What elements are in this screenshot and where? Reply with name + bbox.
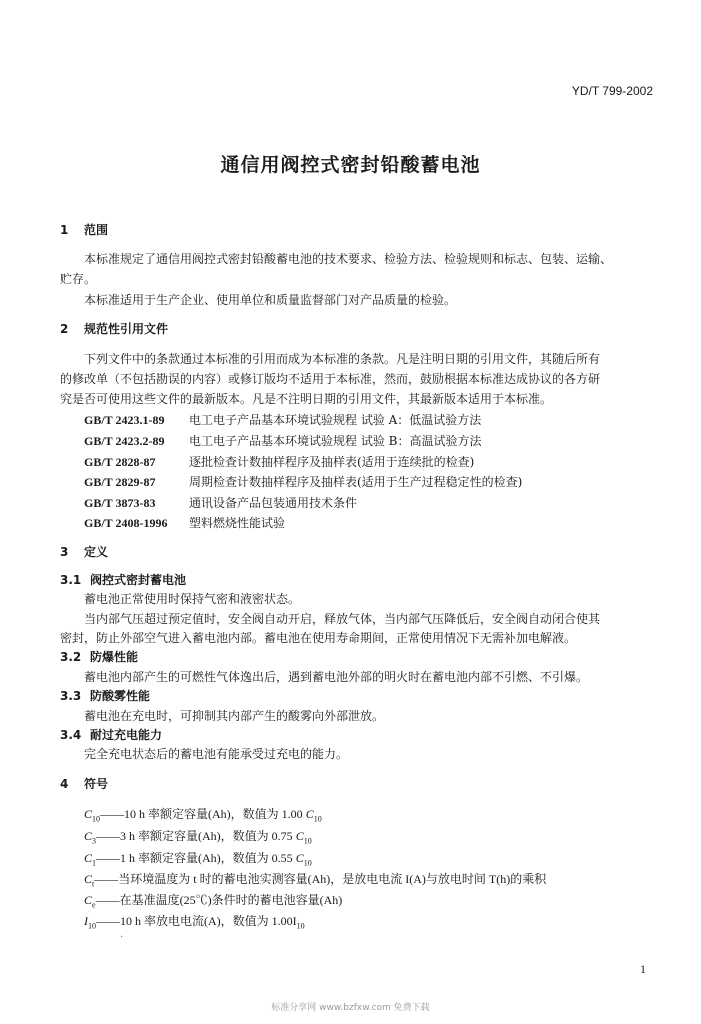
definition-3-2-heading: 3.2 防爆性能 bbox=[60, 650, 139, 664]
section-1-line: 贮存。 bbox=[60, 272, 97, 286]
section-2-heading: 2 规范性引用文件 bbox=[60, 322, 169, 336]
reference-item: GB/T 2408-1996 塑料燃烧性能试验 bbox=[84, 516, 286, 530]
symbol-item: $C_3——3$ h 率额定容量(Ah)，数值为 0.75 $C_{10}$ bbox=[84, 829, 312, 846]
definition-line: 密封，防止外部空气进入蓄电池内部。蓄电池在使用寿命期间，正常使用情况下无需补加电解液。 bbox=[60, 631, 577, 645]
document-code: YD/T 799-2002 bbox=[571, 84, 653, 98]
reference-item: GB/T 2423.2-89 电工电子产品基本环境试验规程 试验 B：高温试验方法 bbox=[84, 434, 482, 448]
scan-speck: · bbox=[120, 932, 124, 943]
section-2-line: 下列文件中的条款通过本标准的引用而成为本标准的条款。凡是注明日期的引用文件，其随后所有 bbox=[84, 352, 601, 366]
symbol-item: $C_1——1$ h 率额定容量(Ah)，数值为 0.55 $C_{10}$ bbox=[84, 851, 312, 868]
section-3-heading: 3 定义 bbox=[60, 545, 109, 559]
section-1-line: 本标准规定了通信用阀控式密封铅酸蓄电池的技术要求、检验方法、检验规则和标志、包装、运输、 bbox=[84, 252, 613, 266]
watermark-footer: 标准分享网 www.bzfxw.com 免费下载 bbox=[271, 1003, 430, 1013]
reference-item: GB/T 3873-83 通讯设备产品包装通用技术条件 bbox=[84, 496, 358, 510]
section-4-heading: 4 符号 bbox=[60, 777, 109, 791]
reference-item: GB/T 2828-87 逐批检查计数抽样程序及抽样表(适用于连续批的检查) bbox=[84, 455, 475, 469]
definition-line: 蓄电池正常使用时保持气密和液密状态。 bbox=[84, 592, 301, 606]
definition-line: 完全充电状态后的蓄电池有能承受过充电的能力。 bbox=[84, 747, 349, 761]
page-number: 1 bbox=[640, 962, 646, 976]
page-title: 通信用阀控式密封铅酸蓄电池 bbox=[220, 154, 481, 176]
reference-item: GB/T 2829-87 周期检查计数抽样程序及抽样表(适用于生产过程稳定性的检查) bbox=[84, 475, 523, 489]
section-2-line: 的修改单（不包括勘误的内容）或修订版均不适用于本标准，然而，鼓励根据本标准达成协议的各方研 bbox=[60, 372, 601, 386]
definition-line: 蓄电池内部产生的可燃性气体逸出后，遇到蓄电池外部的明火时在蓄电池内部不引燃、不引爆。 bbox=[84, 670, 589, 684]
section-2-line: 究是否可使用这些文件的最新版本。凡是不注明日期的引用文件，其最新版本适用于本标准。 bbox=[60, 392, 553, 406]
section-1-heading: 1 范围 bbox=[60, 223, 109, 237]
symbol-item: $C_t——$当环境温度为 t 时的蓄电池实测容量(Ah)，是放电电流 I(A)与放电时间 T(h)的乘积 bbox=[84, 872, 547, 889]
definition-3-1-heading: 3.1 阀控式密封蓄电池 bbox=[60, 573, 187, 587]
definition-line: 蓄电池在充电时，可抑制其内部产生的酸雾向外部泄放。 bbox=[84, 709, 385, 723]
symbol-item: $C_{10}——10$ h 率额定容量(Ah)，数值为 1.00 $C_{10}$ bbox=[84, 807, 322, 824]
section-1-line: 本标准适用于生产企业、使用单位和质量监督部门对产品质量的检验。 bbox=[84, 293, 457, 307]
reference-item: GB/T 2423.1-89 电工电子产品基本环境试验规程 试验 A：低温试验方法 bbox=[84, 413, 482, 427]
symbol-item: $C_e——$在基准温度(25℃)条件时的蓄电池容量(Ah) bbox=[84, 893, 343, 910]
definition-3-3-heading: 3.3 防酸雾性能 bbox=[60, 689, 151, 703]
definition-3-4-heading: 3.4 耐过充电能力 bbox=[60, 728, 163, 742]
definition-line: 当内部气压超过预定值时，安全阀自动开启，释放气体，当内部气压降低后，安全阀自动闭合使其 bbox=[84, 612, 601, 626]
symbol-item: $I_{10}——10$ h 率放电电流(A)，数值为 $1.00I_{10}$ bbox=[84, 914, 305, 931]
